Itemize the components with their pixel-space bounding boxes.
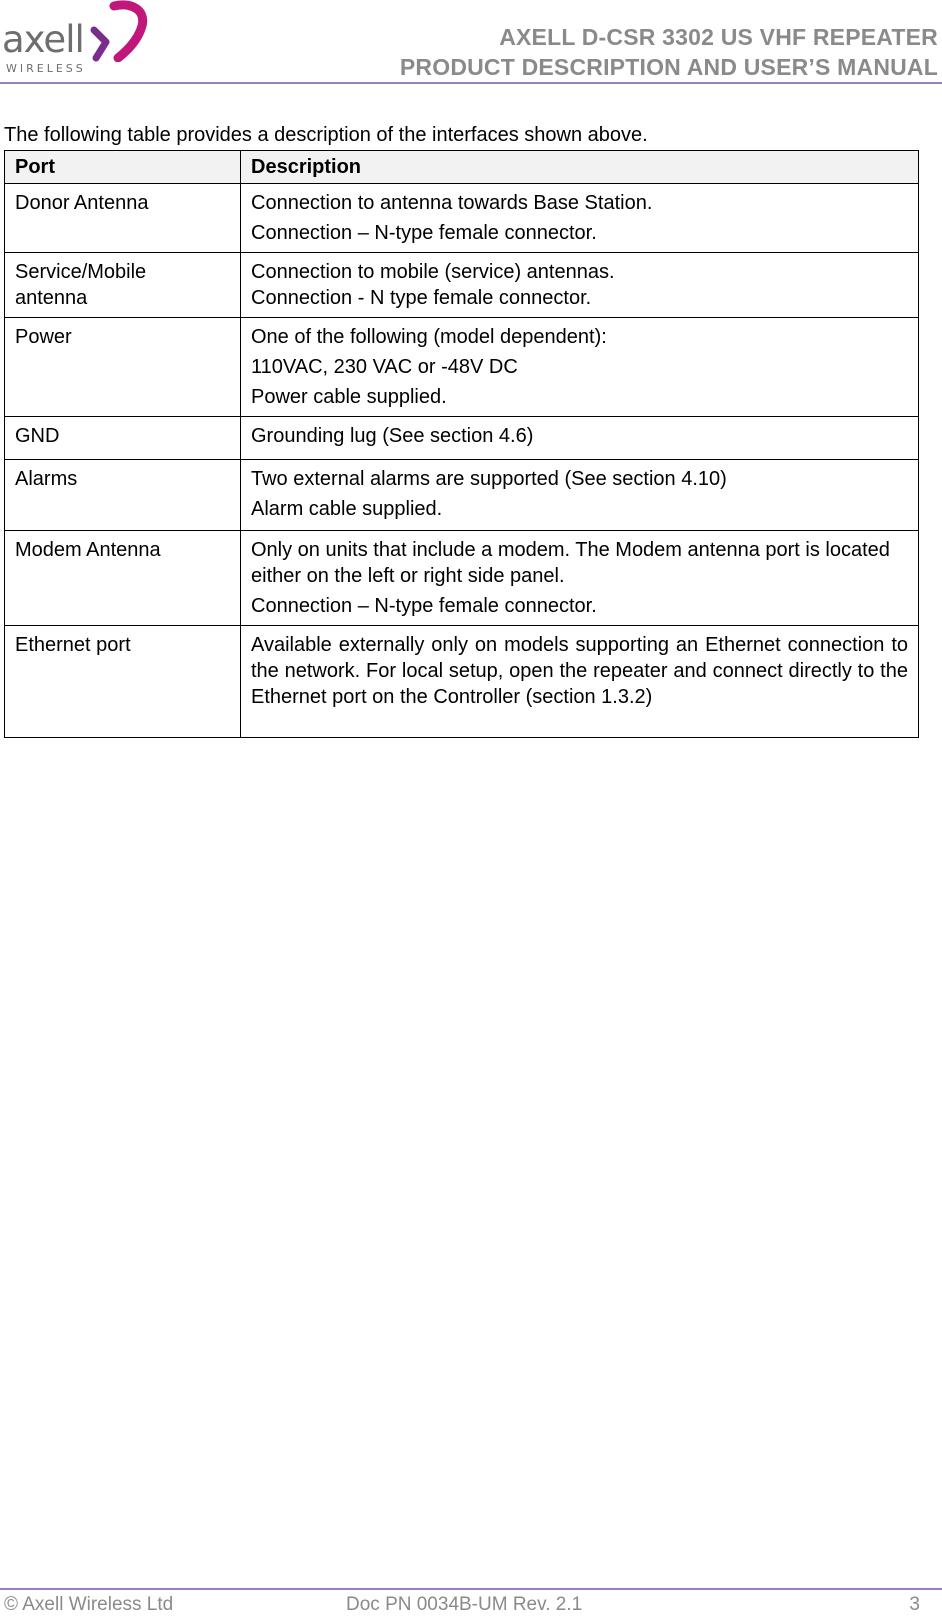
port-cell: Modem Antenna — [5, 531, 241, 626]
description-line: Connection – N-type female connector. — [251, 222, 597, 244]
description-cell — [241, 417, 919, 460]
table-row — [5, 318, 919, 417]
table-row — [5, 460, 919, 531]
port-cell: Ethernet port — [5, 626, 241, 738]
footer-page-number: 3 — [909, 1594, 920, 1615]
description-cell — [241, 253, 919, 318]
footer-rule — [0, 1588, 942, 1590]
column-header-port: Port — [5, 151, 241, 184]
axell-logo — [2, 0, 152, 78]
logo-word: axell — [2, 18, 84, 61]
description-cell — [241, 184, 919, 253]
description-line: Alarm cable supplied. — [251, 498, 443, 520]
page-header — [0, 0, 942, 84]
logo-subtext: WIRELESS — [6, 62, 86, 75]
port-cell: GND — [5, 417, 241, 460]
table-row — [5, 531, 919, 626]
description-line: Only on units that include a modem. The Modem antenna port is located either on the left or right side panel. — [251, 539, 890, 587]
port-cell: Service/Mobile antenna — [5, 253, 241, 318]
description-line: Connection to antenna towards Base Station. — [251, 192, 653, 214]
table-row — [5, 253, 919, 318]
intro-text: The following table provides a description of the interfaces shown above. — [4, 124, 648, 146]
description-line: Power cable supplied. — [251, 386, 447, 408]
description-cell — [241, 460, 919, 531]
description-line: One of the following (model dependent): — [251, 326, 607, 348]
footer-doc-number: Doc PN 0034B-UM Rev. 2.1 — [346, 1594, 583, 1615]
table-row — [5, 417, 919, 460]
description-line: Available externally only on models supporting an Ethernet connection to the network. For local setup, open the repeater and connect directly to the Ethernet port on the Controller (section 1.3.2) — [251, 634, 908, 708]
description-line: Connection - N type female connector. — [251, 287, 592, 309]
port-cell: Power — [5, 318, 241, 417]
column-header-description: Description — [241, 151, 919, 184]
header-rule — [0, 82, 942, 84]
description-line: Connection – N-type female connector. — [251, 595, 597, 617]
description-cell — [241, 531, 919, 626]
description-cell — [241, 626, 919, 738]
table-row — [5, 184, 919, 253]
header-title-line2: PRODUCT DESCRIPTION AND USER’S MANUAL — [399, 54, 938, 80]
table-row — [5, 626, 919, 738]
description-line: Grounding lug (See section 4.6) — [251, 425, 534, 447]
port-cell: Alarms — [5, 460, 241, 531]
axell-chevron-icon — [88, 0, 150, 62]
interfaces-table — [4, 150, 919, 738]
footer-copyright: © Axell Wireless Ltd — [4, 1594, 174, 1615]
description-line: Connection to mobile (service) antennas. — [251, 261, 615, 283]
description-cell — [241, 318, 919, 417]
header-title-line1: AXELL D-CSR 3302 US VHF REPEATER — [499, 24, 938, 50]
description-line: 110VAC, 230 VAC or -48V DC — [251, 356, 518, 378]
port-cell: Donor Antenna — [5, 184, 241, 253]
description-line: Two external alarms are supported (See section 4.10) — [251, 468, 727, 490]
table-header-row — [5, 151, 919, 184]
